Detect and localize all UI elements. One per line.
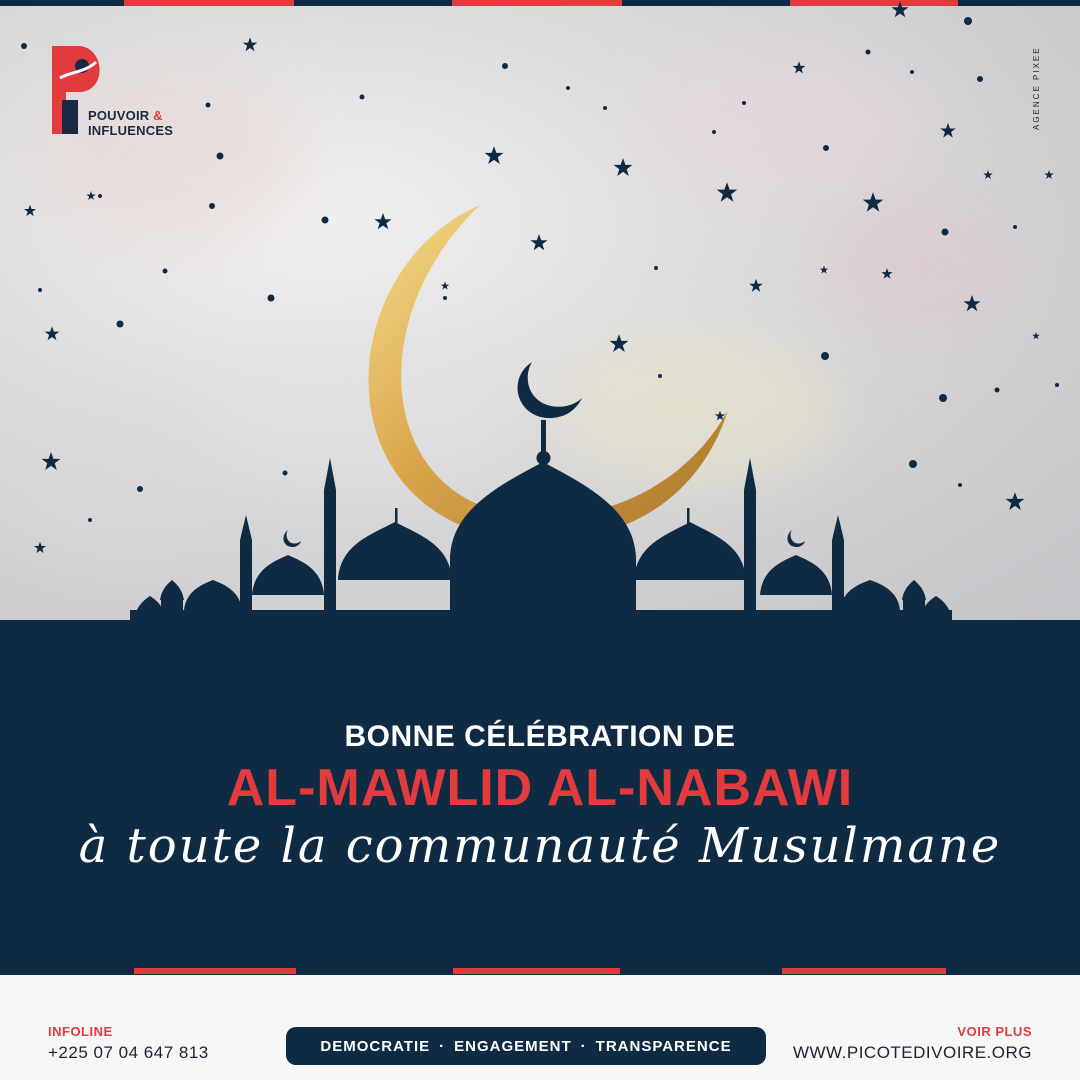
value-engagement: ENGAGEMENT (454, 1037, 572, 1055)
headline-dedication: à toute la communauté Musulmane (78, 818, 1002, 874)
separator-dot: · (439, 1037, 446, 1055)
agency-credit (1018, 30, 1058, 140)
value-transparence: TRANSPARENCE (595, 1037, 732, 1055)
logo-wordmark (88, 108, 173, 138)
headline-event: AL-MAWLID AL-NABAWI (226, 759, 854, 817)
infoline-label: INFOLINE (48, 1024, 113, 1039)
headline-greeting: BONNE CÉLÉBRATION DE (344, 720, 736, 753)
dot-stars (21, 17, 1059, 522)
logo-word-influences: INFLUENCES (88, 123, 174, 138)
voir-plus-label: VOIR PLUS (957, 1024, 1032, 1039)
mosque-silhouette (130, 420, 952, 625)
logo-word-pouvoir: POUVOIR (88, 108, 150, 123)
value-democratie: DEMOCRATIE (320, 1037, 431, 1055)
website-link[interactable]: WWW.PICOTEDIVOIRE.ORG (792, 1043, 1032, 1062)
logo-ampersand: & (153, 108, 163, 123)
small-crescent-icon (517, 362, 582, 418)
infoline-phone[interactable]: +225 07 04 647 813 (48, 1043, 209, 1062)
bottom-accent-segment (782, 968, 946, 974)
bottom-accent-segment (453, 968, 620, 974)
agency-name: AGENCE PIXEE (1032, 46, 1041, 130)
separator-dot: · (580, 1037, 587, 1055)
values-pill (286, 1027, 766, 1065)
bottom-accent-segment (134, 968, 296, 974)
